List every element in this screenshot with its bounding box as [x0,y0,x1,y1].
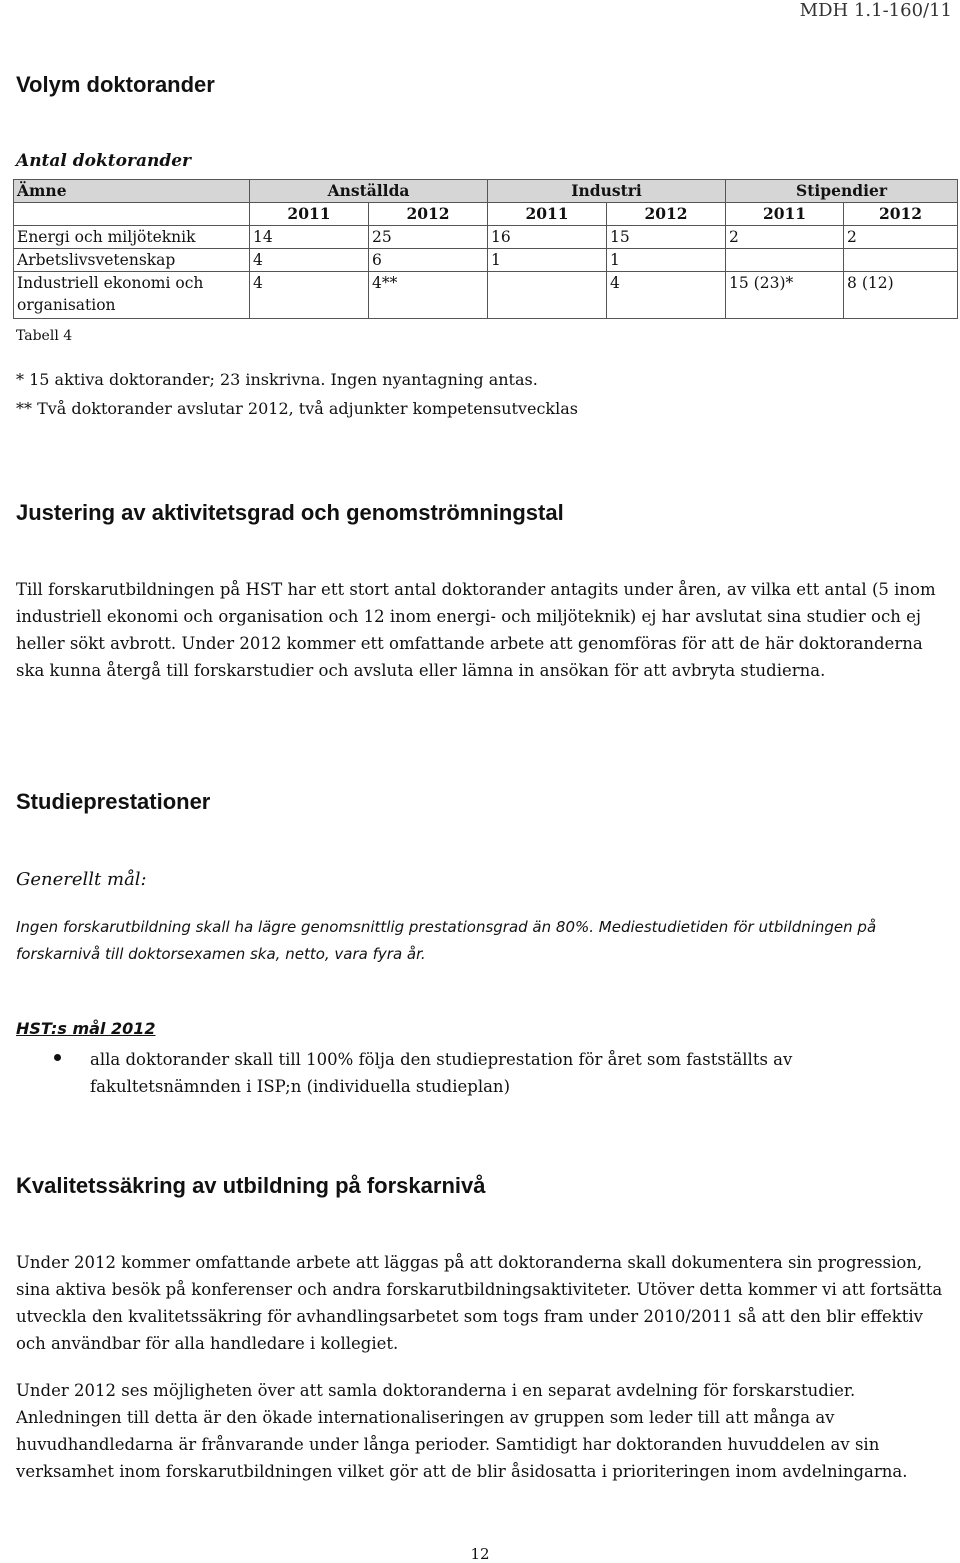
table-cell: 4** [369,272,488,319]
year-cell: 2012 [607,203,726,226]
year-cell: 2011 [726,203,844,226]
page-number: 12 [470,1545,490,1563]
table-row [14,272,958,319]
table-cell: 14 [250,226,369,249]
hst-mal-bullet-text: alla doktorander skall till 100% följa den studieprestation för året som fastställts av fakultetsnämnden i ISP;n (individuella studieplan) [90,1050,793,1096]
table-cell: 2 [726,226,844,249]
table-cell: 4 [607,272,726,319]
paragraph-justering: Till forskarutbildningen på HST har ett stort antal doktorander antagits under åren, av vilka ett antal (5 inom industriell ekonomi och organisation och 12 inom energi- och miljöteknik) ej har avslutat sina studier och ej heller sökt avbrott. Under 2012 kommer ett omfattande arbete att genomföras för att de här doktoranderna ska kunna återgå till forskarstudier och avsluta eller lämna in ansökan för att avbryta studierna. [16,580,936,680]
paragraph-kvalitet-1: Under 2012 kommer omfattande arbete att läggas på att doktoranderna skall dokumentera sin progression, sina aktiva besök på konferenser och andra forskarutbildningsaktiviteter. Utöver detta kommer vi att fortsätta utveckla den kvalitetssäkring för avhandlingsarbetet som togs fram under 2010/2011 så att den blir effektiv och användbar för alla handledare i kollegiet. [16,1253,943,1353]
table-cell: Industriell ekonomi och organisation [14,272,250,319]
bullet-icon [54,1054,61,1061]
table-cell: 2 [844,226,958,249]
table-cell: 15 [607,226,726,249]
doktorander-table [13,179,958,319]
table-cell: Arbetslivsvetenskap [14,249,250,272]
table-cell [488,272,607,319]
generellt-mal-label: Generellt mål: [16,869,147,890]
generellt-mal-text: Ingen forskarutbildning skall ha lägre genomsnittlig prestationsgrad än 80%. Mediestudietiden för utbildningen på forskarnivå till doktorsexamen ska, netto, vara fyra år. [16,918,877,963]
table-row [14,249,958,272]
year-cell: 2012 [844,203,958,226]
header-stipendier: Stipendier [726,180,958,203]
header-industri: Industri [488,180,726,203]
heading-justering: Justering av aktivitetsgrad och genomströmningstal [16,500,564,525]
table-cell: 4 [250,249,369,272]
hst-mal-label: HST:s mål 2012 [16,1019,156,1038]
table-caption: Antal doktorander [16,151,191,171]
year-cell: 2011 [250,203,369,226]
year-cell: 2011 [488,203,607,226]
heading-studieprestationer: Studieprestationer [16,789,211,814]
table-header-row [14,180,958,203]
table-cell: Energi och miljöteknik [14,226,250,249]
heading-kvalitetssakring: Kvalitetssäkring av utbildning på forskarnivå [16,1173,486,1198]
heading-volym-doktorander: Volym doktorander [16,72,215,97]
year-cell: 2012 [369,203,488,226]
table-cell: 4 [250,272,369,319]
paragraph-kvalitet-2: Under 2012 ses möjligheten över att samla doktoranderna i en separat avdelning för forskarstudier. Anledningen till detta är den ökade internationaliseringen av gruppen som leder till att många av huvudhandledarna är frånvarande under långa perioder. Samtidigt har doktoranden huvuddelen av sin verksamhet inom forskarutbildningen vilket gör att de blir åsidosatta i prioriteringen inom avdelningarna. [16,1381,908,1481]
table-cell: 6 [369,249,488,272]
table-cell [844,249,958,272]
table-row [14,226,958,249]
header-anstallda: Anställda [250,180,488,203]
year-cell-empty [14,203,250,226]
header-amne: Ämne [14,180,250,203]
table-label: Tabell 4 [16,328,73,344]
table-cell [726,249,844,272]
table-cell: 8 (12) [844,272,958,319]
table-cell: 1 [488,249,607,272]
table-cell: 25 [369,226,488,249]
table-years-row [14,203,958,226]
footnote-2: ** Två doktorander avslutar 2012, två adjunkter kompetensutvecklas [16,399,578,418]
footnote-1: * 15 aktiva doktorander; 23 inskrivna. Ingen nyantagning antas. [16,370,538,389]
table-cell: 16 [488,226,607,249]
document-reference: MDH 1.1-160/11 [799,0,952,21]
table-cell: 1 [607,249,726,272]
table-cell: 15 (23)* [726,272,844,319]
